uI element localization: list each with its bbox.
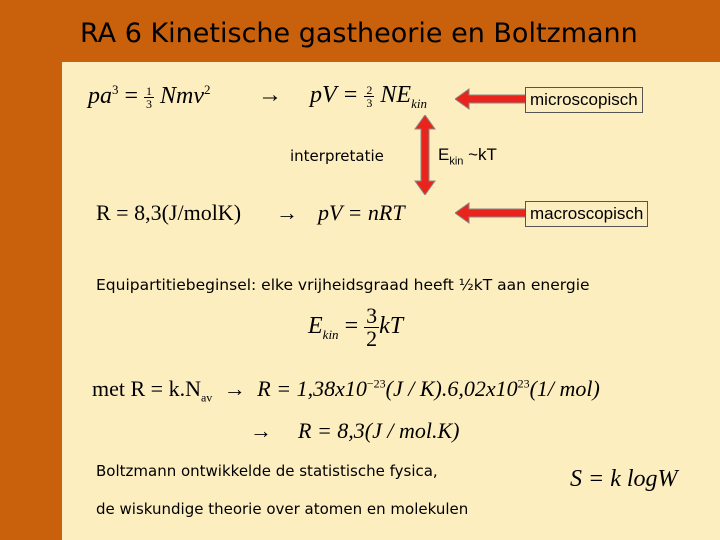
eq4-rhs: kT xyxy=(379,313,404,340)
eq5-prefix: met R = k.N xyxy=(92,376,201,401)
page-title: RA 6 Kinetische gastheorie en Boltzmann xyxy=(80,18,638,49)
label-macroscopisch: macroscopisch xyxy=(525,201,648,227)
eq4-lhs-sub: kin xyxy=(322,326,339,342)
eq4-frac-den: 2 xyxy=(366,326,378,351)
label-interpretatie: interpretatie xyxy=(290,147,384,165)
implies-arrow-1: → xyxy=(258,82,282,108)
equation-pv-kinetic xyxy=(310,82,427,112)
eq1-equals: = xyxy=(118,83,145,109)
eq4-fraction xyxy=(364,305,379,350)
eq1-lhs-exp: 3 xyxy=(112,82,119,97)
entropy-lhs: S = k log xyxy=(570,466,658,492)
implies-arrow-3: → xyxy=(250,418,272,443)
eq1-frac-den: 3 xyxy=(146,96,153,111)
eq1-rhs: Nmv xyxy=(160,83,205,109)
eq4-lhs: E xyxy=(308,313,323,340)
ekin-rest: ~kT xyxy=(463,145,497,164)
double-arrow-vertical xyxy=(413,115,437,195)
implies-arrow-2: → xyxy=(276,200,298,225)
eq1-rhs-exp: 2 xyxy=(204,82,211,97)
ekin-main: E xyxy=(438,145,450,164)
equation-entropy xyxy=(570,466,678,493)
eq2-rhs: NE xyxy=(380,82,412,108)
eq4-equals: = xyxy=(338,313,365,340)
equation-r-derivation xyxy=(92,376,600,405)
equation-ekin xyxy=(308,305,403,350)
eq5-part1: R = 1,38x10 xyxy=(257,376,367,401)
eq5-exp2: 23 xyxy=(517,376,530,391)
label-ekin-kt xyxy=(438,145,497,167)
equation-kinetic-pressure xyxy=(88,82,211,110)
eq5-exp1: −23 xyxy=(366,376,386,391)
equation-gas-constant: R = 8,3(J/molK) xyxy=(96,200,242,225)
arrow-microscopisch xyxy=(455,87,530,111)
eq5-part3: (1/ mol) xyxy=(529,376,600,401)
eq5-arrow: → xyxy=(223,376,246,401)
boltzmann-line-2: de wiskundige theorie over atomen en molekulen xyxy=(96,500,469,518)
eq5-prefix-sub: av xyxy=(200,390,213,405)
eq2-frac-num: 2 xyxy=(366,82,373,97)
eq4-frac-num: 3 xyxy=(366,303,378,328)
eq5-part2: (J / K).6,02x10 xyxy=(385,376,518,401)
eq1-lhs: pa xyxy=(88,83,112,109)
arrow-macroscopisch xyxy=(455,201,530,225)
ekin-sub: kin xyxy=(449,155,464,168)
eq2-lhs: pV = xyxy=(310,82,365,108)
eq1-frac-num: 1 xyxy=(146,83,153,98)
equation-r-result: R = 8,3(J / mol.K) xyxy=(298,418,460,443)
eq2-fraction xyxy=(364,84,374,109)
equation-ideal-gas: pV = nRT xyxy=(318,200,405,225)
equipartition-text: Equipartitiebeginsel: elke vrijheidsgraad heeft ½kT aan energie xyxy=(96,276,590,294)
eq2-rhs-sub: kin xyxy=(411,95,427,111)
boltzmann-line-1: Boltzmann ontwikkelde de statistische fysica, xyxy=(96,462,438,480)
entropy-rhs: W xyxy=(657,466,678,492)
eq1-fraction xyxy=(144,85,154,110)
eq2-frac-den: 3 xyxy=(366,95,373,110)
label-microscopisch: microscopisch xyxy=(525,87,643,113)
